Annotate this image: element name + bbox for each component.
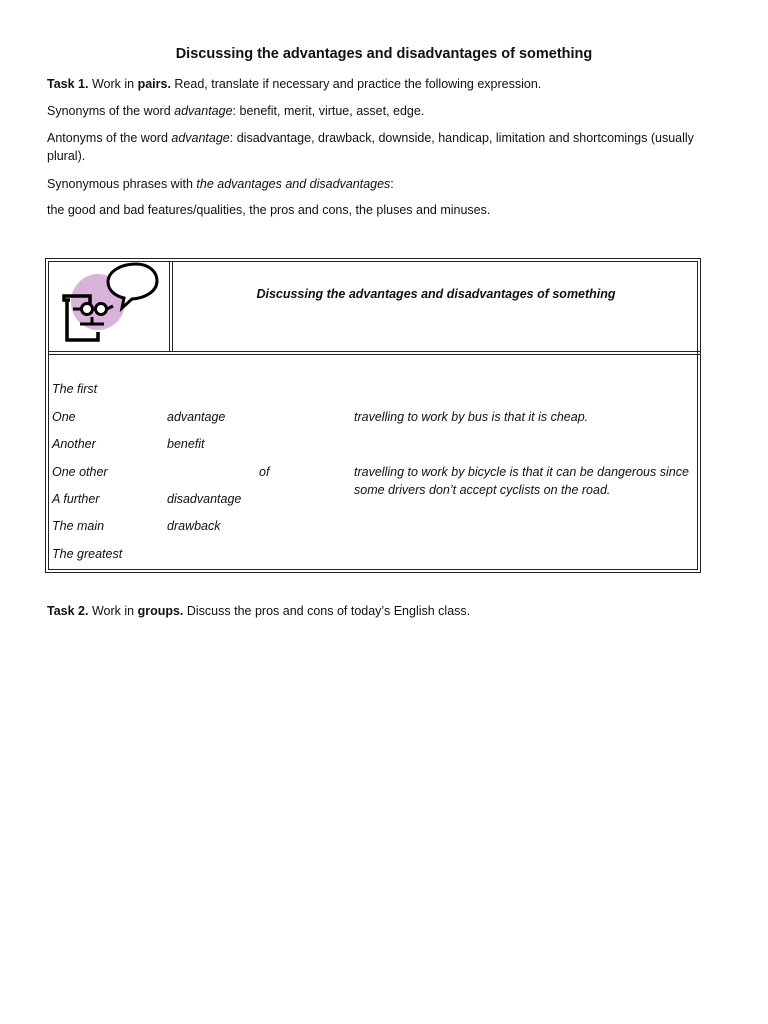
page-title: Discussing the advantages and disadvantages of something — [175, 46, 593, 62]
phrase-noun: drawback — [167, 519, 221, 533]
phrase-starter: Another — [52, 437, 96, 451]
task1-instruction: Task 1. Work in pairs. Read, translate if necessary and practice the following expression. — [47, 77, 542, 91]
phrase-connector: of — [259, 465, 270, 479]
box-divider — [169, 261, 170, 352]
phrase-starter: The main — [52, 519, 105, 533]
phrase-starter: A further — [52, 492, 100, 506]
task1-emphasis: pairs. — [137, 77, 171, 91]
task2-label: Task 2. — [47, 604, 89, 618]
box-divider — [48, 351, 700, 352]
task2-instruction: Task 2. Work in groups. Discuss the pros and cons of today’s English class. — [47, 604, 471, 618]
box-divider — [172, 261, 173, 352]
phrases-heading: Synonymous phrases with the advantages and disadvantages: — [47, 177, 394, 191]
phrases-line: the good and bad features/qualities, the pros and cons, the pluses and minuses. — [47, 203, 491, 217]
example-sentence: travelling to work by bus is that it is cheap. — [354, 410, 589, 424]
box-divider — [48, 354, 700, 355]
thinking-face-speech-bubble-icon — [58, 260, 160, 346]
synonyms-line: Synonyms of the word advantage: benefit, merit, virtue, asset, edge. — [47, 104, 425, 118]
phrase-starter: The greatest — [52, 547, 123, 561]
phrase-starter: One — [52, 410, 76, 424]
task1-label: Task 1. — [47, 77, 89, 91]
phrase-noun: disadvantage — [167, 492, 242, 506]
phrase-starter: One other — [52, 465, 108, 479]
task2-emphasis: groups. — [137, 604, 184, 618]
phrase-noun: benefit — [167, 437, 205, 451]
phrase-starter: The first — [52, 382, 98, 396]
example-sentence: travelling to work by bicycle is that it can be dangerous since some drivers don’t accept cyclists on the road. — [354, 465, 689, 497]
box-title: Discussing the advantages and disadvantages of something — [256, 287, 616, 301]
antonyms-line: Antonyms of the word advantage: disadvantage, drawback, downside, handicap, limitation and shortcomings (usually plural). — [47, 131, 694, 163]
phrase-noun: advantage — [167, 410, 226, 424]
